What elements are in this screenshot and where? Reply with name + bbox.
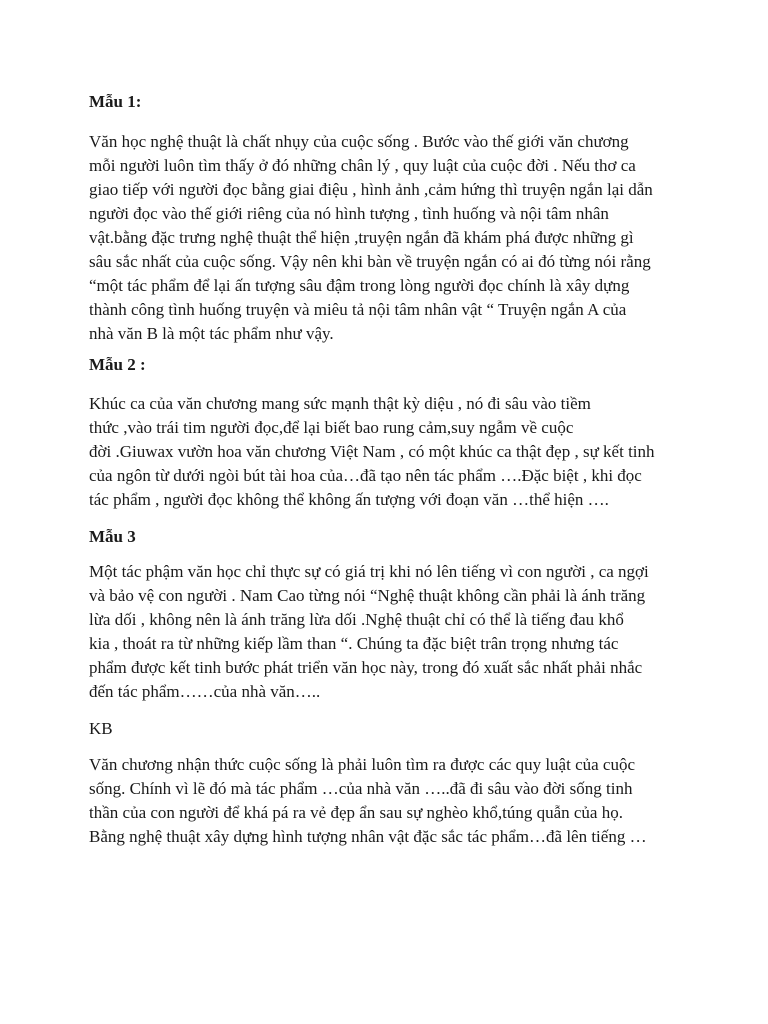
section-paragraph-mau-2: [89, 392, 689, 512]
section-paragraph-mau-1: [89, 130, 689, 346]
section-title-mau-2: Mẫu 2 :: [89, 355, 146, 374]
text-line: Một tác phậm văn học chỉ thực sự có giá trị khi nó lên tiếng vì con người , ca ngợi: [89, 562, 649, 581]
text-line: sâu sắc nhất của cuộc sống. Vậy nên khi bàn về truyện ngắn có ai đó từng nói rằng: [89, 252, 651, 271]
text-line: và bảo vệ con người . Nam Cao từng nói “Nghệ thuật không cần phải là ánh trăng: [89, 586, 646, 605]
text-line: giao tiếp với người đọc bằng giai điệu , hình ảnh ,cảm hứng thì truyện ngắn lại dẫn: [89, 180, 653, 199]
text-line: tác phẩm , người đọc không thể không ấn tượng với đoạn văn …thể hiện ….: [89, 490, 609, 509]
text-line: thức ,vào trái tim người đọc,để lại biết bao rung cảm,suy ngẫm về cuộc: [89, 418, 574, 437]
section-title-mau-3: Mẫu 3: [89, 527, 136, 546]
text-line: thần của con người để khá pá ra vẻ đẹp ẩn sau sự nghèo khổ,túng quẫn của họ.: [89, 803, 623, 822]
text-line: Văn chương nhận thức cuộc sống là phải luôn tìm ra được các quy luật của cuộc: [89, 755, 636, 774]
document-page: [89, 90, 689, 849]
text-line: nhà văn B là một tác phẩm như vậy.: [89, 324, 334, 343]
text-line: kia , thoát ra từ những kiếp lầm than “. Chúng ta đặc biệt trân trọng nhưng tác: [89, 634, 619, 653]
text-line: thành công tình huống truyện và miêu tả nội tâm nhân vật “ Truyện ngắn A của: [89, 300, 627, 319]
text-line: lừa dối , không nên là ánh trăng lừa dối .Nghệ thuật chỉ có thể là tiếng đau khổ: [89, 610, 624, 629]
text-line: phẩm được kết tinh bước phát triển văn học này, trong đó xuất sắc nhất phải nhắc: [89, 658, 643, 677]
text-line: người đọc vào thế giới riêng của nó hình tượng , tình huống và nội tâm nhân: [89, 204, 609, 223]
text-line: Văn học nghệ thuật là chất nhụy của cuộc sống . Bước vào thế giới văn chương: [89, 132, 629, 151]
text-line: sống. Chính vì lẽ đó mà tác phẩm …của nhà văn …..đã đi sâu vào đời sống tinh: [89, 779, 633, 798]
text-line: vật.bằng đặc trưng nghệ thuật thể hiện ,truyện ngắn đã khám phá được những gì: [89, 228, 634, 247]
text-line: “một tác phẩm để lại ấn tượng sâu đậm trong lòng người đọc chính là xây dựng: [89, 276, 630, 295]
section-paragraph-mau-3: [89, 560, 689, 704]
text-line: Khúc ca của văn chương mang sức mạnh thật kỳ diệu , nó đi sâu vào tiềm: [89, 394, 591, 413]
section-paragraph-kb: [89, 753, 689, 849]
text-line: mỗi người luôn tìm thấy ở đó những chân lý , quy luật của cuộc đời . Nếu thơ ca: [89, 156, 636, 175]
text-line: đời .Giuwax vườn hoa văn chương Việt Nam , có một khúc ca thật đẹp , sự kết tinh: [89, 442, 655, 461]
text-line: đến tác phẩm……của nhà văn…..: [89, 682, 321, 701]
section-title-mau-1: Mẫu 1:: [89, 92, 142, 111]
section-title-kb: KB: [89, 719, 113, 738]
text-line: Bằng nghệ thuật xây dựng hình tượng nhân vật đặc sắc tác phẩm…đã lên tiếng …: [89, 827, 647, 846]
text-line: của ngôn từ dưới ngòi bút tài hoa của…đã tạo nên tác phẩm ….Đặc biệt , khi đọc: [89, 466, 642, 485]
